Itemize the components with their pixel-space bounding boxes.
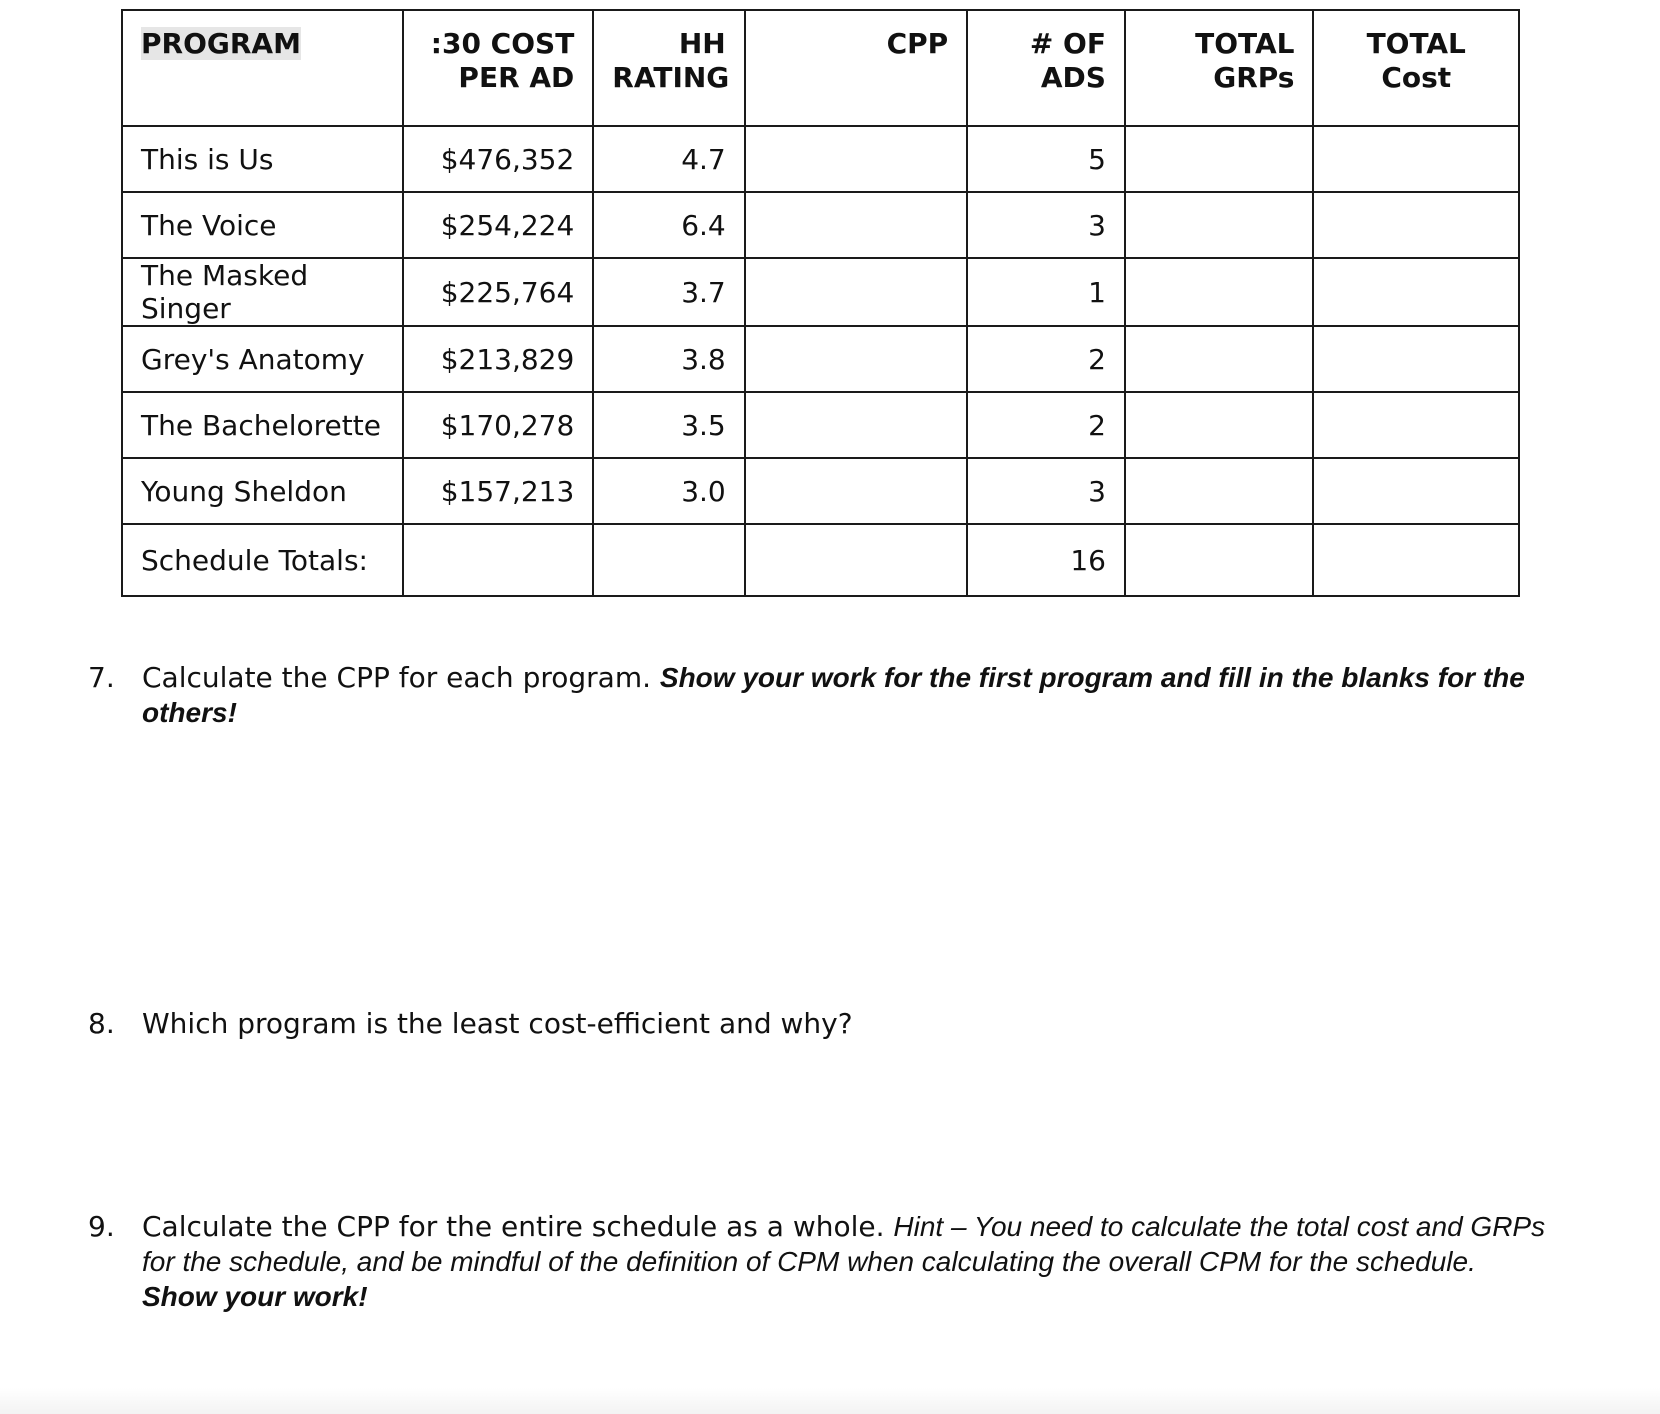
question-7-number: 7. — [88, 661, 115, 694]
program-cell: Young Sheldon — [122, 458, 403, 524]
question-7-prompt: Calculate the CPP for each program. — [142, 661, 660, 694]
ads-cell: 3 — [967, 192, 1125, 258]
header-rating-line1: HH — [678, 27, 726, 60]
totals-ads-cell: 16 — [967, 524, 1125, 596]
ads-cell: 3 — [967, 458, 1125, 524]
header-hh-rating — [593, 10, 744, 126]
question-8 — [88, 1006, 1568, 1041]
header-total-grps — [1125, 10, 1314, 126]
cpp-cell[interactable] — [745, 192, 967, 258]
header-grps-line1: TOTAL — [1195, 27, 1295, 60]
table-row — [122, 126, 1519, 192]
cpp-cell[interactable] — [745, 126, 967, 192]
media-schedule-table — [121, 9, 1520, 597]
question-9-text — [142, 1209, 1568, 1314]
cpp-cell[interactable] — [745, 392, 967, 458]
totals-cost-cell[interactable] — [403, 524, 594, 596]
program-cell: The Bachelorette — [122, 392, 403, 458]
ads-cell: 5 — [967, 126, 1125, 192]
total-cost-cell[interactable] — [1313, 258, 1519, 326]
cost-cell: $225,764 — [403, 258, 594, 326]
rating-cell: 6.4 — [593, 192, 744, 258]
total-cost-cell[interactable] — [1313, 392, 1519, 458]
cpp-cell[interactable] — [745, 458, 967, 524]
program-cell: This is Us — [122, 126, 403, 192]
totals-rating-cell[interactable] — [593, 524, 744, 596]
grps-cell[interactable] — [1125, 126, 1314, 192]
rating-cell: 3.0 — [593, 458, 744, 524]
program-cell: The Voice — [122, 192, 403, 258]
table-row — [122, 326, 1519, 392]
totals-grps-cell[interactable] — [1125, 524, 1314, 596]
cost-cell: $213,829 — [403, 326, 594, 392]
total-cost-cell[interactable] — [1313, 326, 1519, 392]
cost-cell: $476,352 — [403, 126, 594, 192]
question-9-emphasis: Show your work! — [142, 1281, 368, 1312]
total-cost-cell[interactable] — [1313, 126, 1519, 192]
header-ads-line2: ADS — [1040, 61, 1106, 94]
question-9-prompt: Calculate the CPP for the entire schedule as a whole. — [142, 1210, 894, 1243]
question-7-emphasis: Show your work for the first program and fill in the blanks for the others! — [142, 662, 1525, 728]
header-num-ads — [967, 10, 1125, 126]
rating-cell: 3.7 — [593, 258, 744, 326]
question-9-number: 9. — [88, 1210, 115, 1243]
rating-cell: 4.7 — [593, 126, 744, 192]
question-7-text — [142, 660, 1568, 730]
header-rating-line2: RATING — [612, 61, 730, 94]
grps-cell[interactable] — [1125, 392, 1314, 458]
totals-total-cost-cell[interactable] — [1313, 524, 1519, 596]
header-grps-line2: GRPs — [1213, 61, 1295, 94]
header-cost-line1: :30 COST — [430, 27, 575, 60]
question-8-number: 8. — [88, 1007, 115, 1040]
header-cpp: CPP — [745, 10, 967, 126]
grps-cell[interactable] — [1125, 192, 1314, 258]
cost-cell: $170,278 — [403, 392, 594, 458]
header-cost-per-ad — [403, 10, 594, 126]
cost-cell: $157,213 — [403, 458, 594, 524]
program-cell: Grey's Anatomy — [122, 326, 403, 392]
schedule-totals-label: Schedule Totals: — [122, 524, 403, 596]
cpp-cell[interactable] — [745, 326, 967, 392]
header-ads-line1: # OF — [1029, 27, 1106, 60]
cost-cell: $254,224 — [403, 192, 594, 258]
ads-cell: 2 — [967, 392, 1125, 458]
rating-cell: 3.5 — [593, 392, 744, 458]
ads-cell: 2 — [967, 326, 1125, 392]
grps-cell[interactable] — [1125, 258, 1314, 326]
header-program-label: PROGRAM — [141, 27, 301, 60]
table-row — [122, 458, 1519, 524]
question-8-text: Which program is the least cost-efficient and why? — [142, 1007, 853, 1040]
grps-cell[interactable] — [1125, 458, 1314, 524]
grps-cell[interactable] — [1125, 326, 1314, 392]
program-cell: The Masked Singer — [122, 258, 403, 326]
table-row — [122, 258, 1519, 326]
cpp-cell[interactable] — [745, 258, 967, 326]
rating-cell: 3.8 — [593, 326, 744, 392]
header-program — [122, 10, 403, 126]
page-bottom-edge — [0, 1388, 1660, 1414]
schedule-totals-row — [122, 524, 1519, 596]
ads-cell: 1 — [967, 258, 1125, 326]
header-row — [122, 10, 1519, 126]
totals-cpp-cell[interactable] — [745, 524, 967, 596]
table-row — [122, 392, 1519, 458]
question-9 — [88, 1209, 1568, 1314]
header-total-cost: TOTAL Cost — [1313, 10, 1519, 126]
table-row — [122, 192, 1519, 258]
header-cost-line2: PER AD — [458, 61, 575, 94]
question-9-hint: Hint – You need to calculate the total cost and GRPs for the schedule, and be mindful of the definition of CPM when calculating the overall CPM for the schedule. — [142, 1211, 1546, 1277]
total-cost-cell[interactable] — [1313, 192, 1519, 258]
question-7 — [88, 660, 1568, 730]
total-cost-cell[interactable] — [1313, 458, 1519, 524]
